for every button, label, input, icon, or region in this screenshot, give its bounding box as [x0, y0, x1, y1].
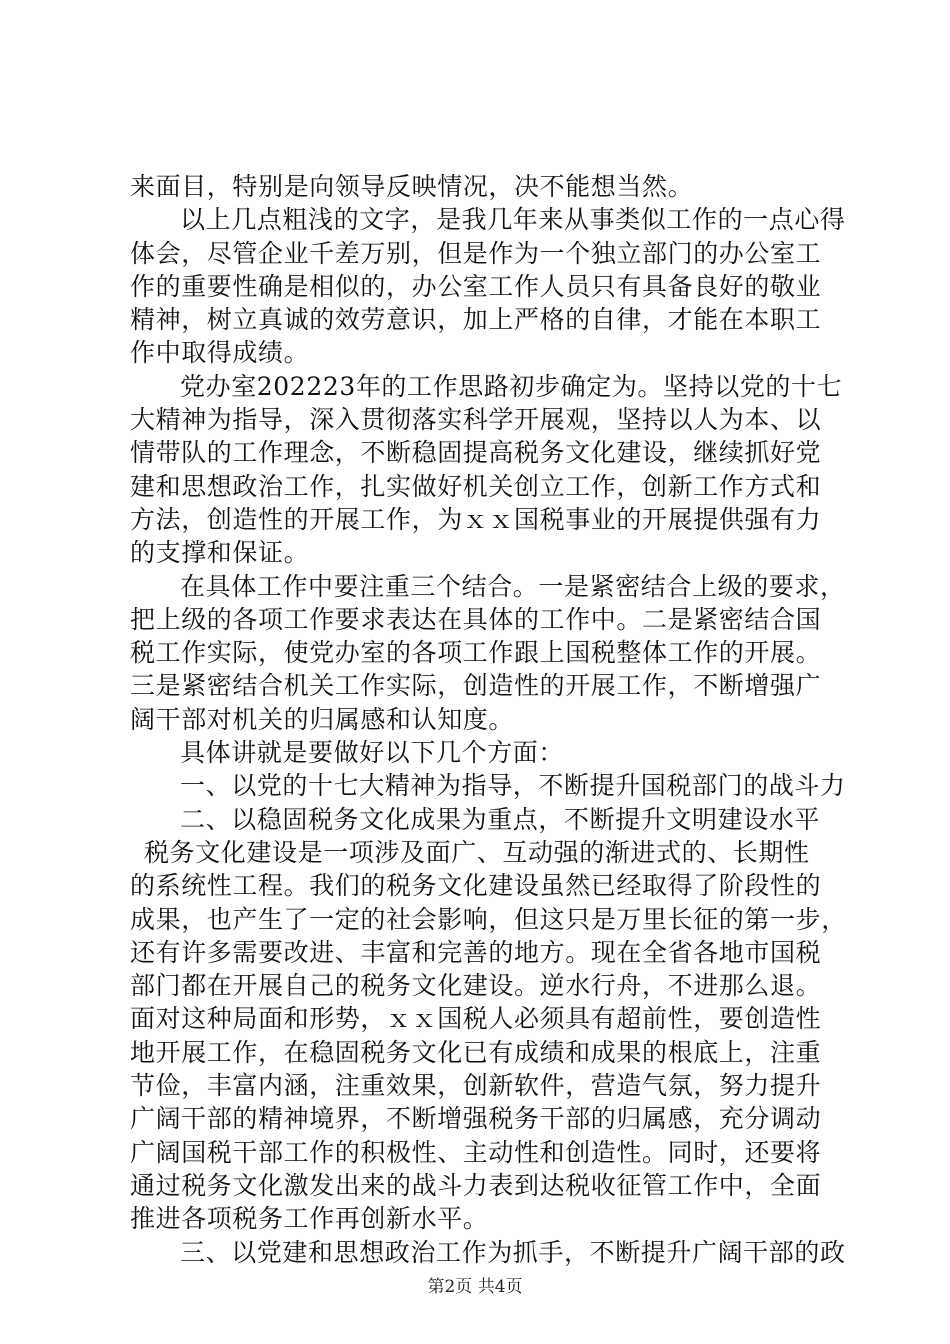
- text-line: 大精神为指导，深入贯彻落实科学开展观，坚持以人为本、以: [130, 405, 822, 435]
- text-line: 来面目，特别是向领导反映情况，决不能想当然。: [130, 172, 694, 201]
- text-line: 情带队的工作理念，不断稳固提高税务文化建设，继续抓好党: [130, 438, 822, 468]
- text-line: 一、以党的十七大精神为指导，不断提升国税部门的战斗力: [180, 771, 846, 801]
- text-line: 建和思想政治工作，扎实做好机关创立工作，创新工作方式和: [130, 471, 822, 501]
- text-line: 部门都在开展自己的税务文化建设。逆水行舟，不进那么退。: [130, 971, 822, 1001]
- text-line: 作的重要性确是相似的，办公室工作人员只有具备良好的敬业: [130, 271, 822, 301]
- text-line: 方法，创造性的开展工作，为ｘｘ国税事业的开展提供强有力: [130, 504, 822, 534]
- text-line: 的系统性工程。我们的税务文化建设虽然已经取得了阶段性的: [130, 871, 822, 901]
- text-line: 三、以党建和思想政治工作为抓手，不断提升广阔干部的政: [180, 1237, 846, 1267]
- text-line: 在具体工作中要注重三个结合。一是紧密结合上级的要求，: [180, 571, 846, 601]
- text-line: 税工作实际，使党办室的各项工作跟上国税整体工作的开展。: [130, 638, 822, 668]
- text-line: 广阔国税干部工作的积极性、主动性和创造性。同时，还要将: [130, 1137, 822, 1167]
- text-line: 推进各项税务工作再创新水平。: [130, 1204, 489, 1234]
- text-line: 面对这种局面和形势，ｘｘ国税人必须具有超前性，要创造性: [130, 1004, 822, 1034]
- text-line: 节俭，丰富内涵，注重效果，创新软件，营造气氛，努力提升: [130, 1071, 822, 1101]
- text-line: 阔干部对机关的归属感和认知度。: [130, 704, 515, 734]
- text-line: 还有许多需要改进、丰富和完善的地方。现在全省各地市国税: [130, 937, 822, 967]
- page-footer: 第2页 共4页: [427, 1277, 523, 1297]
- text-line: 成果，也产生了一定的社会影响，但这只是万里长征的第一步，: [130, 904, 847, 934]
- text-line: 具体讲就是要做好以下几个方面：: [180, 738, 565, 768]
- text-line: 体会，尽管企业千差万别，但是作为一个独立部门的办公室工: [130, 238, 822, 268]
- text-line: 二、以稳固税务文化成果为重点，不断提升文明建设水平: [180, 804, 821, 834]
- text-line: 精神，树立真诚的效劳意识，加上严格的自律，才能在本职工: [130, 305, 822, 335]
- text-line: 以上几点粗浅的文字，是我几年来从事类似工作的一点心得: [180, 205, 846, 235]
- text-line: 把上级的各项工作要求表达在具体的工作中。二是紧密结合国: [130, 604, 822, 634]
- text-line: 三是紧密结合机关工作实际，创造性的开展工作，不断增强广: [130, 671, 822, 701]
- text-line: 地开展工作，在稳固税务文化已有成绩和成果的根底上，注重: [130, 1037, 822, 1067]
- text-line: 的支撑和保证。: [130, 538, 310, 568]
- text-line: 党办室202223年的工作思路初步确定为。坚持以党的十七: [180, 371, 843, 401]
- text-line: 广阔干部的精神境界，不断增强税务干部的归属感，充分调动: [130, 1104, 822, 1134]
- text-line: 作中取得成绩。: [130, 338, 310, 368]
- text-line: 通过税务文化激发出来的战斗力表到达税收征管工作中，全面: [130, 1170, 822, 1200]
- body-text: [130, 170, 846, 1269]
- text-line: 税务文化建设是一项涉及面广、互动强的渐进式的、长期性: [144, 837, 810, 867]
